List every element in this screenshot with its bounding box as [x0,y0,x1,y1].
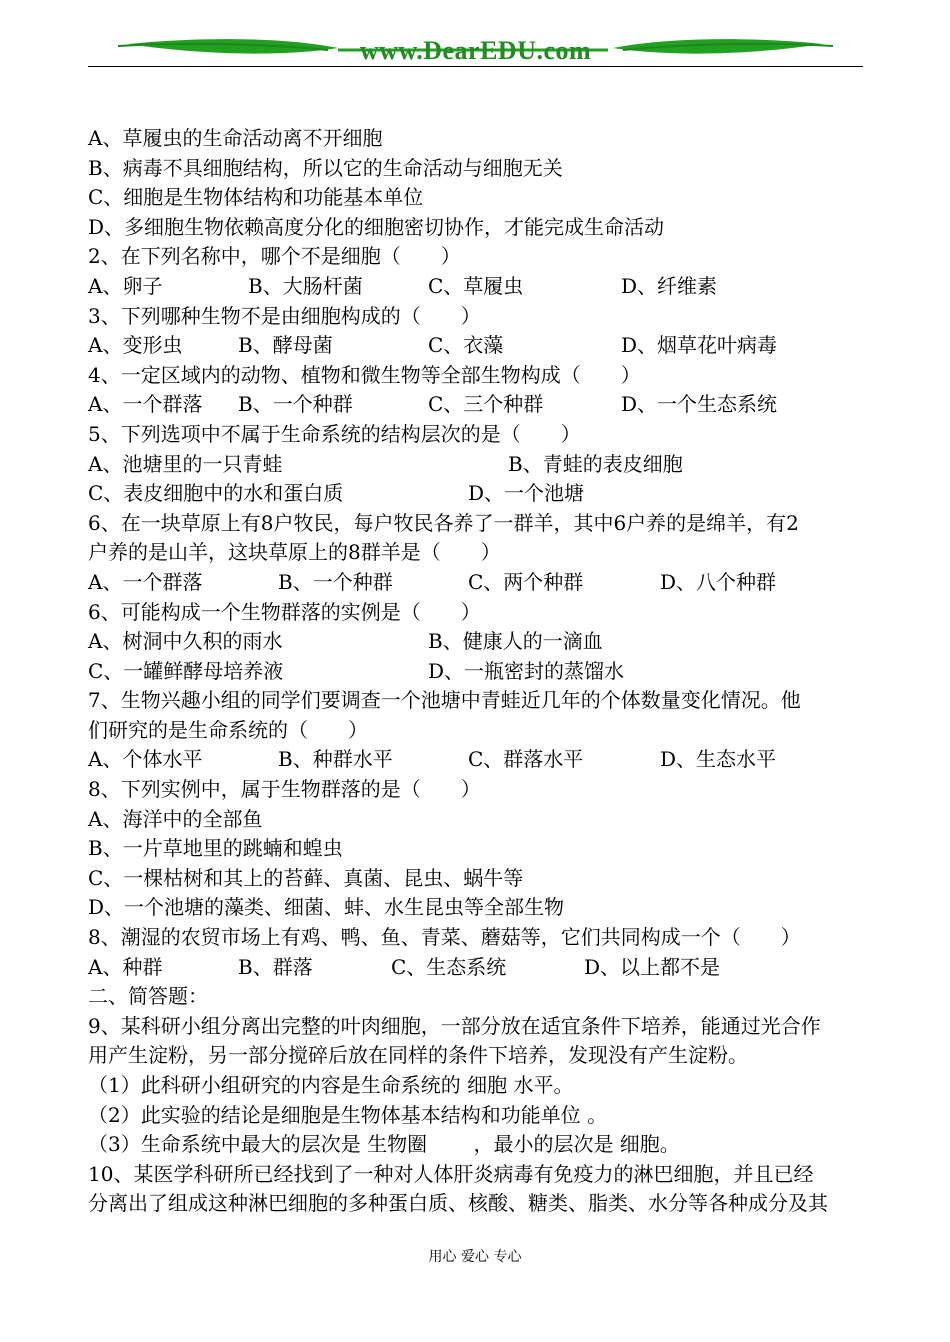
text-line [88,1160,868,1190]
option-text: A、池塘里的一只青蛙 [88,451,283,476]
text-line [88,361,868,391]
option-text: B、青蛙的表皮细胞 [508,451,683,476]
line-text: A、海洋中的全部鱼 [88,806,263,831]
line-text: 6、在一块草原上有8户牧民，每户牧民各养了一群羊，其中6户养的是绵羊，有2 [88,510,799,535]
text-line [88,509,868,539]
line-text: （3）生命系统中最大的层次是 生物圈 ，最小的层次是 细胞。 [88,1132,680,1157]
option-text: B、一个种群 [238,392,353,417]
line-text: C、细胞是生物体结构和功能基本单位 [88,185,424,210]
option-text: A、卵子 [88,273,163,298]
option-text: A、一个群落 [88,392,203,417]
text-line [88,834,868,864]
option-text: C、生态系统 [391,954,507,979]
text-line [88,450,868,480]
option-text: B、酵母菌 [238,333,333,358]
line-text: 们研究的是生命系统的（ ） [88,717,368,742]
text-line [88,242,868,272]
line-text: 分离出了组成这种淋巴细胞的多种蛋白质、核酸、糖类、脂类、水分等各种成分及其 [88,1191,828,1216]
line-text: D、多细胞生物依赖高度分化的细胞密切协作，才能完成生命活动 [88,214,665,239]
option-text: C、两个种群 [468,569,584,594]
option-text: B、种群水平 [278,747,393,772]
option-text: D、烟草花叶病毒 [621,333,778,358]
text-line [88,805,868,835]
option-text: D、以上都不是 [584,954,721,979]
text-line [88,1071,868,1101]
option-text: C、三个种群 [428,392,544,417]
text-line [88,1012,868,1042]
line-text: 6、可能构成一个生物群落的实例是（ ） [88,599,481,624]
line-text: B、病毒不具细胞结构，所以它的生命活动与细胞无关 [88,155,563,180]
option-text: C、草履虫 [428,273,524,298]
option-text: D、纤维素 [621,273,718,298]
text-line [88,598,868,628]
line-text: 用产生淀粉，另一部分搅碎后放在同样的条件下培养，发现没有产生淀粉。 [88,1043,748,1068]
line-text: 8、潮湿的农贸市场上有鸡、鸭、鱼、青菜、蘑菇等，它们共同构成一个（ ） [88,925,801,950]
option-text: D、生态水平 [660,747,777,772]
option-text: A、变形虫 [88,333,183,358]
option-text: D、一个生态系统 [621,392,778,417]
line-text: （2）此实验的结论是细胞是生物体基本结构和功能单位 。 [88,1102,608,1127]
text-line [88,390,868,420]
text-line [88,272,868,302]
text-line [88,1130,868,1160]
header-rule [88,66,863,67]
line-text: （1）此科研小组研究的内容是生命系统的 细胞 水平。 [88,1073,574,1097]
line-text: D、一个池塘的藻类、细菌、蚌、水生昆虫等全部生物 [88,895,565,920]
text-line [88,716,868,746]
text-line [88,982,868,1012]
option-text: D、一瓶密封的蒸馏水 [428,658,625,683]
text-line [88,479,868,509]
text-line [88,745,868,775]
option-text: C、一罐鲜酵母培养液 [88,658,284,683]
line-text: C、一棵枯树和其上的苔藓、真菌、昆虫、蜗牛等 [88,865,524,890]
option-text: D、八个种群 [660,569,777,594]
text-line [88,331,868,361]
text-line [88,538,868,568]
text-line [88,627,868,657]
option-text: C、群落水平 [468,747,584,772]
page-footer: 用心 爱心 专心 [428,1249,522,1265]
text-line [88,420,868,450]
option-text: A、树洞中久积的雨水 [88,629,283,654]
text-line [88,1041,868,1071]
line-text: 8、下列实例中，属于生物群落的是（ ） [88,777,481,802]
option-text: C、衣藻 [428,333,504,358]
option-text: A、个体水平 [88,747,203,772]
text-line [88,953,868,983]
line-text: 10、某医学科研所已经找到了一种对人体肝炎病毒有免疫力的淋巴细胞，并且已经 [88,1161,814,1186]
text-line [88,657,868,687]
text-line [88,775,868,805]
text-line [88,893,868,923]
header-logo-text: www.DearEDU.com [359,36,592,65]
text-line [88,1101,868,1131]
option-text: B、大肠杆菌 [248,273,363,298]
line-text: 2、在下列名称中，哪个不是细胞（ ） [88,244,461,269]
option-text: B、健康人的一滴血 [428,629,603,654]
option-text: B、群落 [238,954,313,979]
line-text: B、一片草地里的跳蝻和蝗虫 [88,836,343,861]
line-text: 4、一定区域内的动物、植物和微生物等全部生物构成（ ） [88,362,641,387]
option-text: B、一个种群 [278,569,393,594]
text-line [88,686,868,716]
line-text: 户养的是山羊，这块草原上的8群羊是（ ） [88,540,501,565]
text-line [88,302,868,332]
document-body [88,124,868,1219]
line-text: 7、生物兴趣小组的同学们要调查一个池塘中青蛙近几年的个体数量变化情况。他 [88,688,801,713]
option-text: C、表皮细胞中的水和蛋白质 [88,481,344,506]
text-line [88,213,868,243]
line-text: 9、某科研小组分离出完整的叶肉细胞，一部分放在适宜条件下培养，能通过光合作 [88,1013,821,1038]
text-line [88,1189,868,1219]
text-line [88,154,868,184]
text-line [88,568,868,598]
text-line [88,923,868,953]
line-text: 3、下列哪种生物不是由细胞构成的（ ） [88,303,481,328]
text-line [88,183,868,213]
line-text: 5、下列选项中不属于生命系统的结构层次的是（ ） [88,421,581,446]
text-line [88,124,868,154]
line-text: A、草履虫的生命活动离不开细胞 [88,126,383,150]
option-text: A、种群 [88,954,163,979]
option-text: A、一个群落 [88,569,203,594]
text-line [88,864,868,894]
line-text: 二、简答题： [88,984,208,1009]
option-text: D、一个池塘 [468,481,585,506]
